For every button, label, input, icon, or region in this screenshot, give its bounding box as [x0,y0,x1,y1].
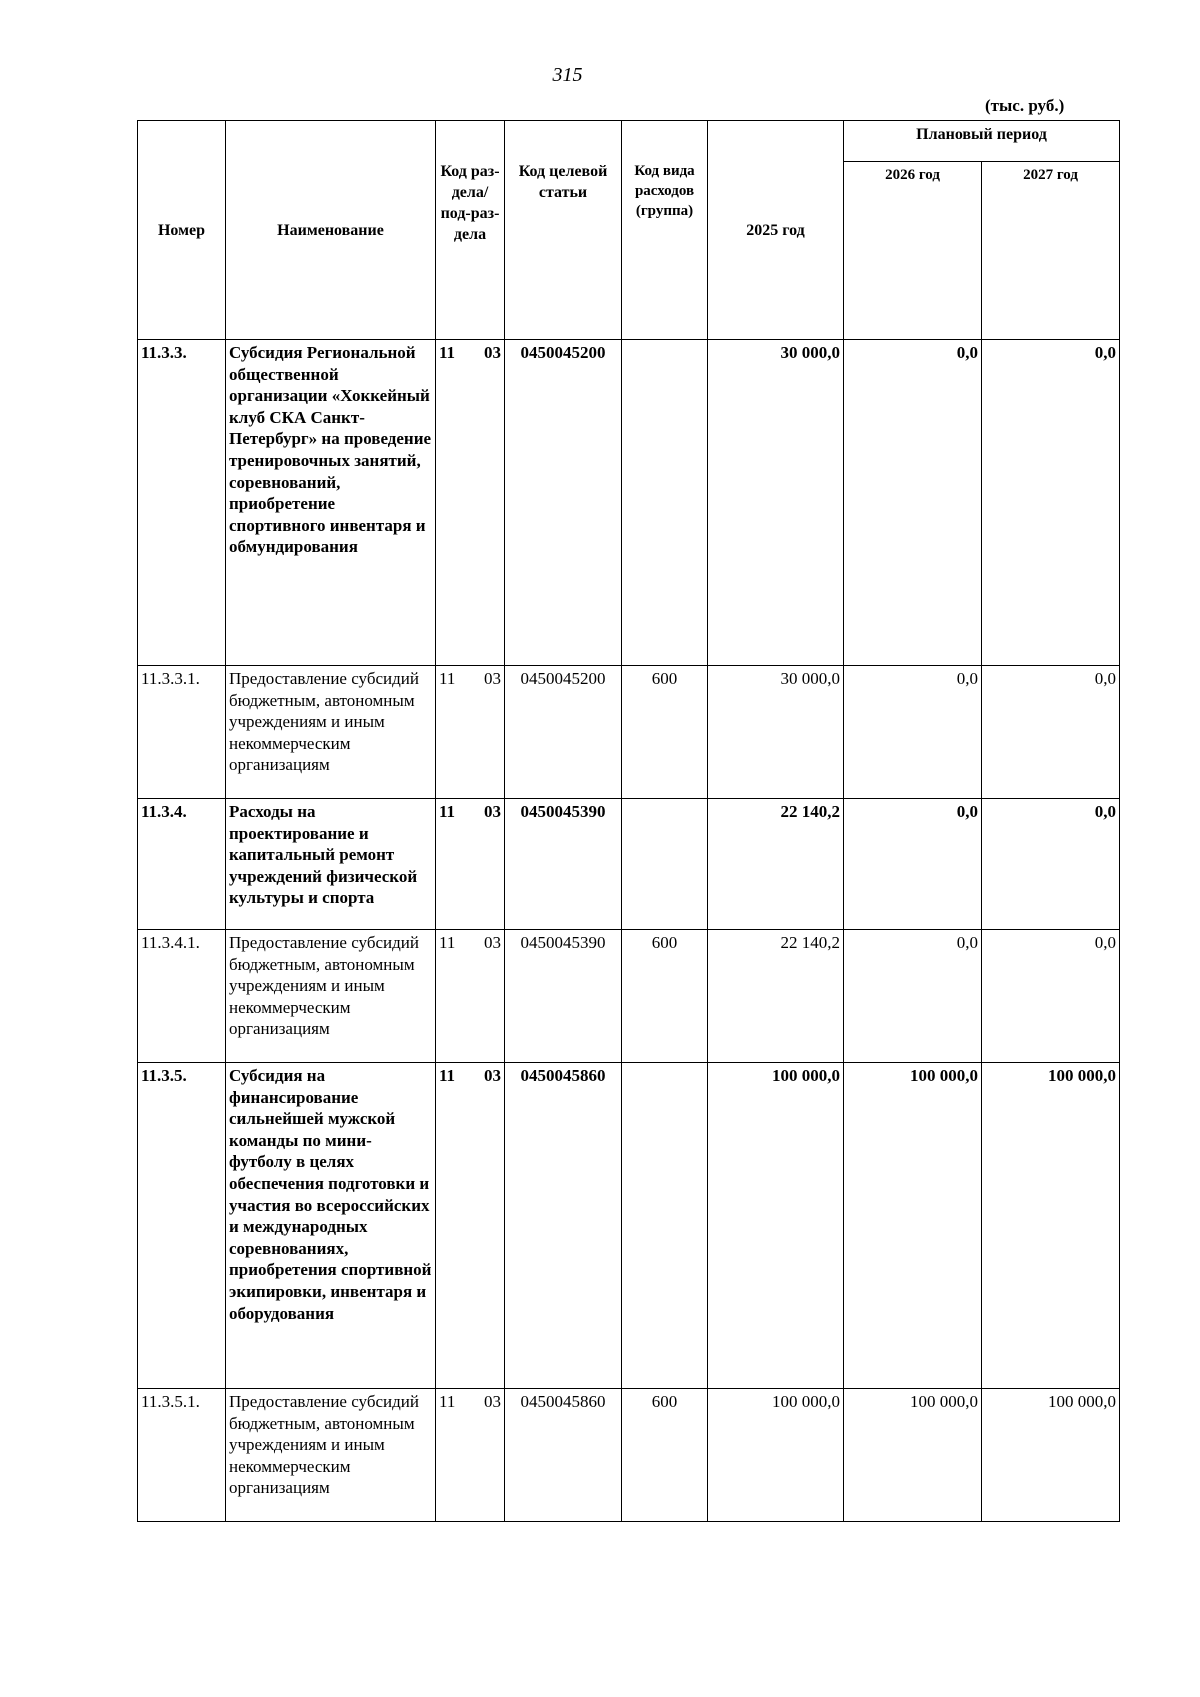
row-number: 11.3.3. [138,340,226,666]
page-number: 315 [552,64,583,86]
table-header [138,121,1120,340]
row-amount-2027: 0,0 [982,930,1120,1063]
row-amount-2026: 0,0 [844,799,982,930]
row-amount-2025: 100 000,0 [708,1389,844,1522]
row-amount-2025: 30 000,0 [708,340,844,666]
table-row [138,1389,1120,1522]
row-amount-2025: 22 140,2 [708,799,844,930]
row-name: Расходы на проектирование и капитальный ремонт учреждений физической культуры и спорта [226,799,436,930]
row-subsection: 03 [484,1392,501,1411]
row-section: 11 [439,1066,456,1085]
row-number: 11.3.5. [138,1063,226,1389]
row-name: Субсидия на финансирование сильнейшей мужской команды по мини-футболу в целях обеспечения подготовки и участия во всероссийских и международных соревнованиях, приобретения спортивной экипировки, инвентаря и оборудования [226,1063,436,1389]
header-planned-period: Плановый период [844,121,1120,162]
row-name: Предоставление субсидий бюджетным, автономным учреждениям и иным некоммерческим организациям [226,666,436,799]
row-target-code: 0450045390 [505,930,622,1063]
header-2025: 2025 год [708,121,844,340]
row-subsection: 03 [484,1066,501,1085]
row-amount-2027: 0,0 [982,666,1120,799]
row-amount-2025: 100 000,0 [708,1063,844,1389]
row-section: 11 [439,802,456,821]
table-body [138,340,1120,1522]
row-number: 11.3.4.1. [138,930,226,1063]
row-section-code [436,1063,505,1389]
row-section-code [436,666,505,799]
row-amount-2027: 0,0 [982,799,1120,930]
row-amount-2026: 100 000,0 [844,1389,982,1522]
units-label: (тыс. руб.) [985,96,1065,115]
row-target-code: 0450045200 [505,666,622,799]
header-target-code: Код целевой статьи [505,121,622,340]
row-amount-2027: 100 000,0 [982,1063,1120,1389]
row-amount-2026: 0,0 [844,340,982,666]
row-amount-2027: 100 000,0 [982,1389,1120,1522]
header-expense-code: Код вида расходов (группа) [622,121,708,340]
row-amount-2025: 22 140,2 [708,930,844,1063]
row-target-code: 0450045390 [505,799,622,930]
budget-table [137,120,1120,1522]
header-2027: 2027 год [982,162,1120,340]
row-amount-2026: 0,0 [844,930,982,1063]
row-target-code: 0450045200 [505,340,622,666]
row-number: 11.3.3.1. [138,666,226,799]
header-name: Наименование [226,121,436,340]
row-section-code [436,1389,505,1522]
row-subsection: 03 [484,802,501,821]
header-number: Номер [138,121,226,340]
row-section-code [436,799,505,930]
row-expense-code [622,799,708,930]
budget-table-container [137,120,1119,1522]
header-section-code: Код раз-дела/ под-раз-дела [436,121,505,340]
table-row [138,799,1120,930]
row-subsection: 03 [484,933,501,952]
row-target-code: 0450045860 [505,1063,622,1389]
row-expense-code: 600 [622,930,708,1063]
table-row [138,1063,1120,1389]
row-name: Предоставление субсидий бюджетным, автономным учреждениям и иным некоммерческим организациям [226,930,436,1063]
row-expense-code [622,340,708,666]
row-number: 11.3.5.1. [138,1389,226,1522]
row-amount-2026: 0,0 [844,666,982,799]
row-expense-code: 600 [622,666,708,799]
row-name: Предоставление субсидий бюджетным, автономным учреждениям и иным некоммерческим организациям [226,1389,436,1522]
row-section-code [436,930,505,1063]
header-2026: 2026 год [844,162,982,340]
row-amount-2026: 100 000,0 [844,1063,982,1389]
row-amount-2027: 0,0 [982,340,1120,666]
table-row [138,930,1120,1063]
row-subsection: 03 [484,669,501,688]
row-target-code: 0450045860 [505,1389,622,1522]
row-section: 11 [439,933,456,952]
row-name: Субсидия Региональной общественной организации «Хоккейный клуб СКА Санкт-Петербург» на проведение тренировочных занятий, соревнований, приобретение спортивного инвентаря и обмундирования [226,340,436,666]
row-section: 11 [439,1392,456,1411]
table-row [138,666,1120,799]
row-amount-2025: 30 000,0 [708,666,844,799]
row-number: 11.3.4. [138,799,226,930]
table-row [138,340,1120,666]
row-expense-code [622,1063,708,1389]
row-section-code [436,340,505,666]
row-subsection: 03 [484,343,501,362]
row-section: 11 [439,669,456,688]
row-expense-code: 600 [622,1389,708,1522]
row-section: 11 [439,343,456,362]
